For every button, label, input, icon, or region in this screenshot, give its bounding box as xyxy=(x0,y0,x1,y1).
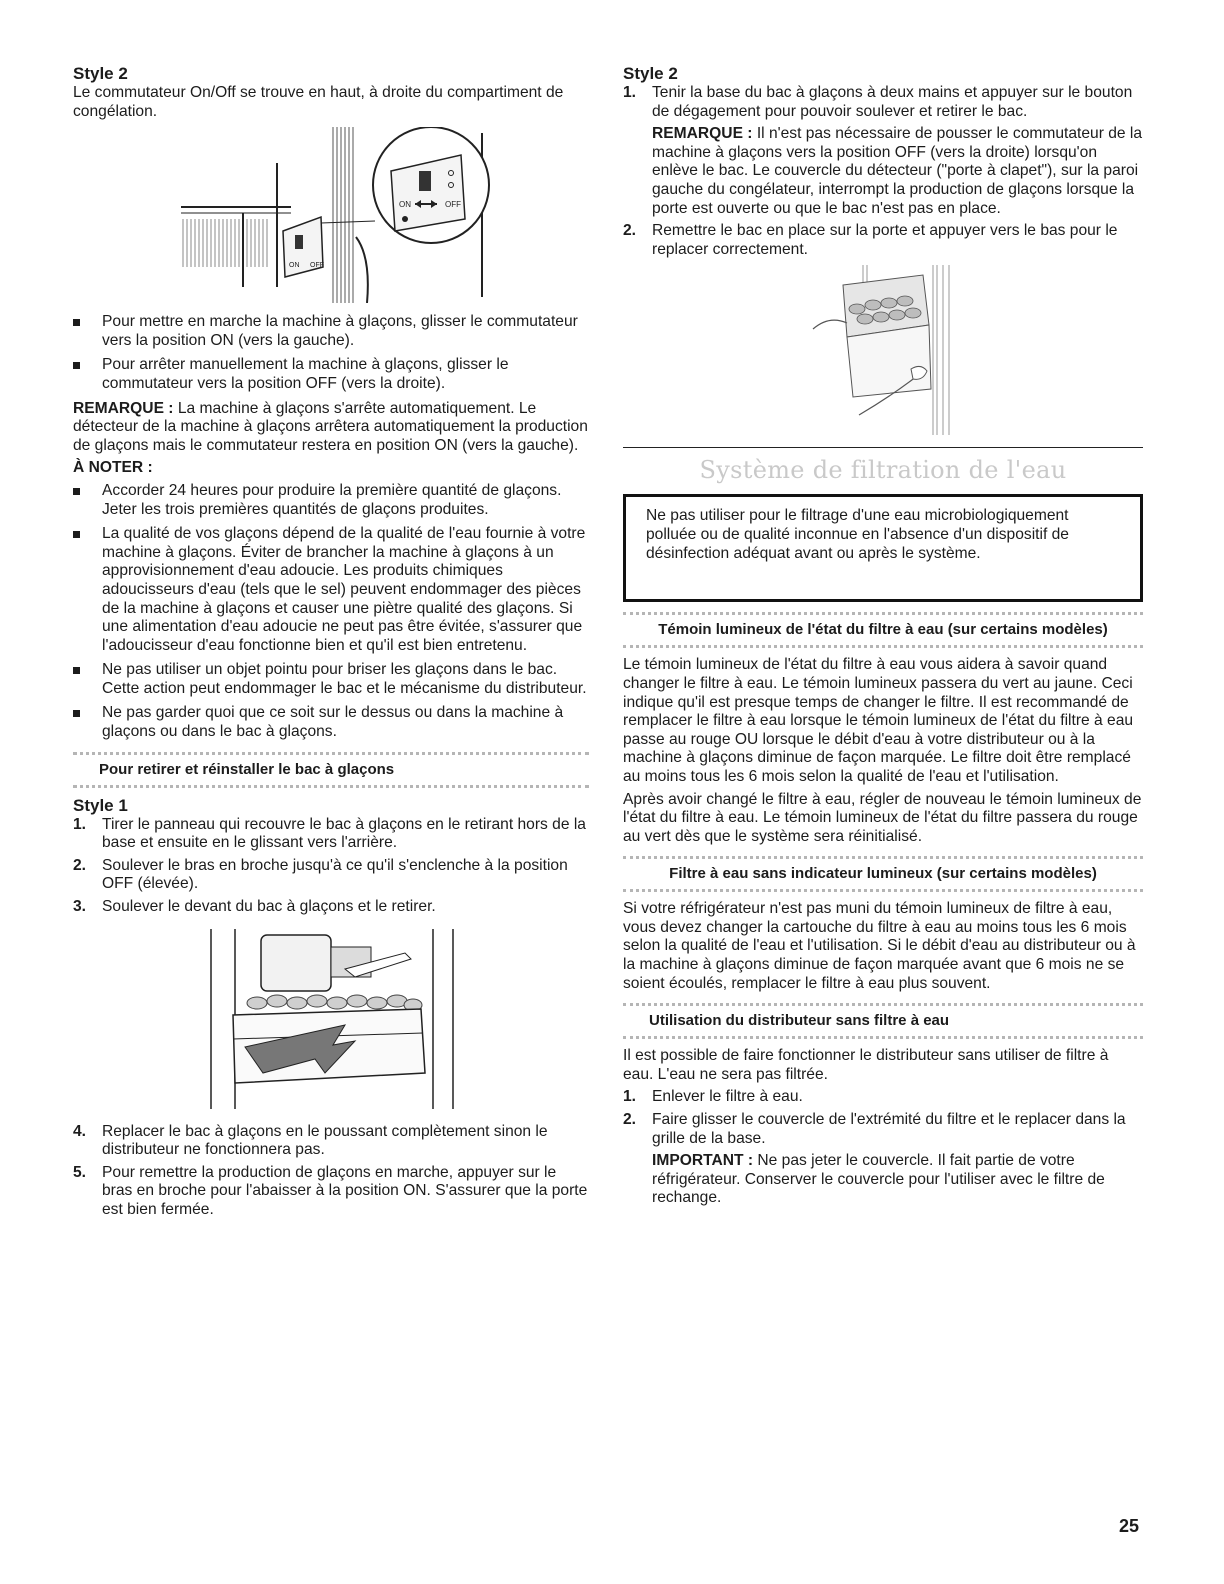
right-column xyxy=(623,64,1143,1212)
left-column xyxy=(73,64,589,1224)
warning-box xyxy=(623,494,1143,602)
no-filter-steps-list xyxy=(623,1088,1143,1208)
list-item: Accorder 24 heures pour produire la première quantité de glaçons. Jeter les trois premières quantités de glaçons produites. xyxy=(73,482,589,519)
reinstall-steps-list xyxy=(73,1123,589,1220)
figure-ice-bin-removal xyxy=(73,923,589,1115)
list-item: Pour arrêter manuellement la machine à glaçons, glisser le commutateur vers la position OFF (vers la droite). xyxy=(73,356,589,393)
figure-ice-bin-hands xyxy=(623,265,1143,437)
no-filter-paragraph: Il est possible de faire fonctionner le distributeur sans utiliser de filtre à eau. L'eau ne sera pas filtrée. xyxy=(623,1047,1109,1083)
filter-indicator-paragraph-1: Le témoin lumineux de l'état du filtre à eau vous aidera à savoir quand changer le filtre à eau. Le témoin lumineux passera du vert au jaune. Ceci indique qu'il est presque temps de changer le filtre. Il est recommandé de remplacer le filtre à eau lorsque le témoin lumineux de l'état du filtre à eau passe au rouge OU lorsque le débit d'eau à votre distributeur ou à la machine à glaçons diminue de façon marquée. Le filtre doit être remplacé au moins tous les 6 mois selon la qualité de l'eau et l'utilisation. xyxy=(623,656,1134,785)
list-item: Pour mettre en marche la machine à glaçons, glisser le commutateur vers la position ON (vers la gauche). xyxy=(73,313,589,350)
small-off-label: OFF xyxy=(310,262,324,270)
warning-text: Ne pas utiliser pour le filtrage d'une eau microbiologiquement polluée ou de qualité inconnue en l'absence d'un dispositif de désinfection adéquat avant ou après le système. xyxy=(646,507,1069,562)
section-remove-bin-title: Pour retirer et réinstaller le bac à glaçons xyxy=(73,752,589,788)
important-note: IMPORTANT : Ne pas jeter le couvercle. Il fait partie de votre réfrigérateur. Conserver le couvercle pour l'utiliser avec le filtre de rechange. xyxy=(652,1152,1105,1207)
style2-heading-left: Style 2 xyxy=(73,64,128,83)
magnified-on-label: ON xyxy=(399,200,411,210)
no-indicator-paragraph: Si votre réfrigérateur n'est pas muni du témoin lumineux de filtre à eau, vous devez changer la cartouche du filtre à eau au moins tous les 6 mois selon la qualité de l'eau et l'utilisation. Si le débit d'eau au distributeur ou à la machine à glaçons diminue de façon marquée avant que 6 mois ne se soient écoulés, remplacer le filtre à eau plus souvent. xyxy=(623,900,1136,992)
list-item: 1. Tenir la base du bac à glaçons à deux mains et appuyer sur le bouton de dégagement pour pouvoir soulever et retirer le bac. REMARQUE : Il n'est pas nécessaire de pousser le commutateur de la machine à glaçons vers la position OFF (vers la droite) lorsqu'on enlève le bac. Le couvercle du détecteur ("porte à clapet"), sur la paroi gauche du congélateur, interrompt la production de glaçons lorsque la porte est ouverte ou que le bac n'est pas en place. xyxy=(623,84,1143,217)
remove-steps-list xyxy=(73,816,589,917)
style2-steps-list xyxy=(623,84,1143,259)
list-item: 5. Pour remettre la production de glaçons en marche, appuyer sur le bras en broche pour l'abaisser à la position ON. S'assurer que la porte est bien fermée. xyxy=(73,1163,588,1218)
style1-heading: Style 1 xyxy=(73,795,128,815)
magnified-off-label: OFF xyxy=(445,200,461,210)
a-noter-heading: À NOTER : xyxy=(73,459,153,477)
list-item: Ne pas garder quoi que ce soit sur le dessus ou dans la machine à glaçons ou dans le bac à glaçons. xyxy=(73,704,589,741)
remarque-label: REMARQUE : xyxy=(73,399,174,417)
figure-onoff-switch xyxy=(73,127,589,305)
section-no-filter-title: Utilisation du distributeur sans filtre à eau xyxy=(623,1003,1143,1039)
noter-bullet-list xyxy=(73,482,589,742)
style2-heading-right: Style 2 xyxy=(623,64,678,83)
list-item: 2. Soulever le bras en broche jusqu'à ce qu'il s'enclenche à la position OFF (élevée). xyxy=(73,856,568,893)
list-item: 2. Remettre le bac en place sur la porte et appuyer vers le bas pour le replacer correctement. xyxy=(623,222,1118,258)
list-item: 1. Tirer le panneau qui recouvre le bac à glaçons en le retirant hors de la base et ensuite en le glissant vers l'arrière. xyxy=(73,815,586,852)
style2-intro: Le commutateur On/Off se trouve en haut, à droite du compartiment de congélation. xyxy=(73,84,564,120)
remarque-paragraph xyxy=(73,400,589,456)
list-item: 2. Faire glisser le couvercle de l'extrémité du filtre et le replacer dans la grille de la base. IMPORTANT : Ne pas jeter le couvercle. Il fait partie de votre réfrigérateur. Conserver le couvercle pour l'utiliser avec le filtre de rechange. xyxy=(623,1111,1143,1208)
ice-bin-hands-illustration xyxy=(803,265,963,435)
section-no-indicator-title: Filtre à eau sans indicateur lumineux (sur certains modèles) xyxy=(623,856,1143,892)
remarque-text: La machine à glaçons s'arrête automatiquement. Le détecteur de la machine à glaçons arrêtera automatiquement la production de glaçons mais le commutateur restera en position ON (vers la gauche). xyxy=(73,399,588,454)
list-item: 4. Replacer le bac à glaçons en le poussant complètement sinon le distributeur ne fonctionnera pas. xyxy=(73,1122,548,1159)
onoff-bullet-list xyxy=(73,313,589,393)
section-filter-indicator-title: Témoin lumineux de l'état du filtre à eau (sur certains modèles) xyxy=(623,612,1143,648)
filter-indicator-paragraph-2: Après avoir changé le filtre à eau, régler de nouveau le témoin lumineux de l'état du filtre à eau. Le témoin lumineux de l'état du filtre passera du rouge au vert dès que le système sera réinitialisé. xyxy=(623,790,1142,845)
ice-bin-illustration xyxy=(205,923,465,1113)
section-rule xyxy=(623,447,1143,448)
list-item: 1. Enlever le filtre à eau. xyxy=(623,1088,803,1106)
onoff-switch-illustration xyxy=(171,127,591,303)
page-number: 25 xyxy=(1119,1516,1140,1536)
small-on-label: ON xyxy=(289,262,300,270)
list-item: La qualité de vos glaçons dépend de la qualité de l'eau fournie à votre machine à glaçons. Éviter de brancher la machine à glaçons à un approvisionnement d'eau adoucie. Les produits chimiques adoucisseurs d'eau (tels que le sel) peuvent endommager des pièces de la machine à glaçons et causer une piètre qualité des glaçons. Si une alimentation d'eau adoucie ne peut pas être évitée, s'assurer que l'adoucisseur d'eau fonctionne bien et qu'il est bien entretenu. xyxy=(73,525,589,655)
step1-remarque: REMARQUE : Il n'est pas nécessaire de pousser le commutateur de la machine à glaçons vers la position OFF (vers la droite) lorsqu'on enlève le bac. Le couvercle du détecteur ("porte à clapet"), sur la paroi gauche du congélateur, interrompt la production de glaçons lorsque la porte est ouverte ou que le bac n'est pas en place. xyxy=(652,125,1143,217)
filter-system-title: Système de filtration de l'eau xyxy=(699,456,1067,485)
list-item: Ne pas utiliser un objet pointu pour briser les glaçons dans le bac. Cette action peut endommager le bac et le mécanisme du distributeur. xyxy=(73,661,589,698)
list-item: 3. Soulever le devant du bac à glaçons et le retirer. xyxy=(73,898,436,916)
